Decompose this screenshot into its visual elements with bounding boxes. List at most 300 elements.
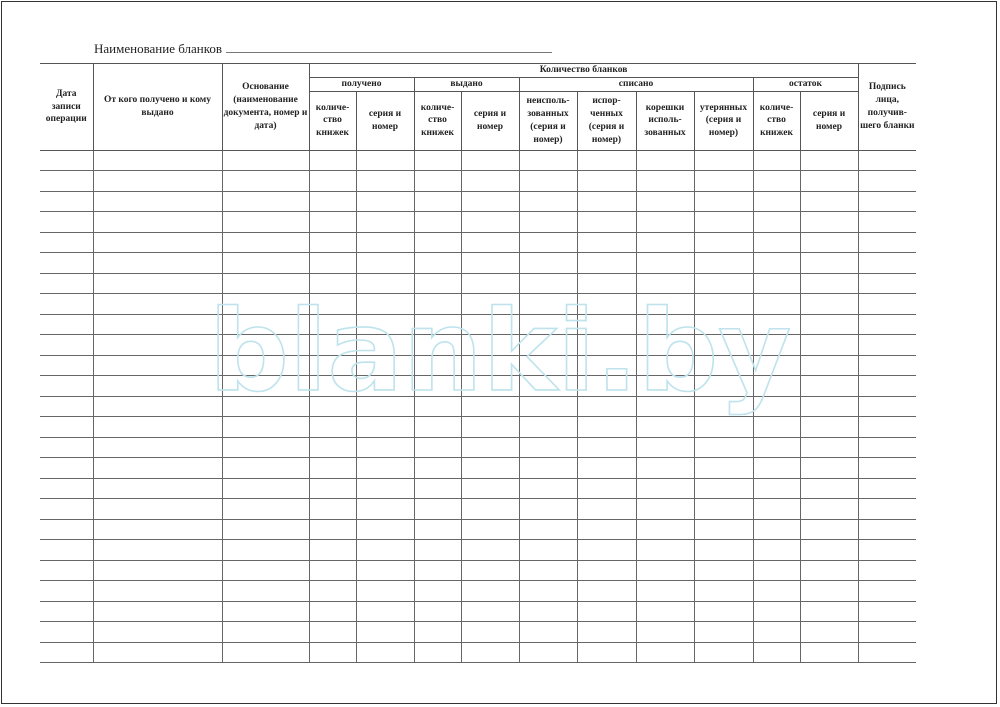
table-cell[interactable] — [356, 232, 414, 253]
table-cell[interactable] — [636, 273, 694, 294]
table-cell[interactable] — [309, 417, 356, 438]
table-cell[interactable] — [461, 396, 519, 417]
table-cell[interactable] — [93, 171, 222, 192]
table-cell[interactable] — [800, 355, 858, 376]
table-cell[interactable] — [222, 540, 309, 561]
table-cell[interactable] — [800, 376, 858, 397]
table-cell[interactable] — [636, 560, 694, 581]
table-cell[interactable] — [414, 601, 461, 622]
table-cell[interactable] — [519, 150, 577, 171]
table-cell[interactable] — [93, 355, 222, 376]
table-cell[interactable] — [93, 294, 222, 315]
table-cell[interactable] — [519, 581, 577, 602]
table-cell[interactable] — [636, 540, 694, 561]
table-cell[interactable] — [519, 396, 577, 417]
table-cell[interactable] — [694, 622, 753, 643]
table-cell[interactable] — [356, 314, 414, 335]
table-cell[interactable] — [753, 560, 800, 581]
table-cell[interactable] — [40, 376, 93, 397]
table-cell[interactable] — [356, 417, 414, 438]
table-cell[interactable] — [753, 376, 800, 397]
table-cell[interactable] — [800, 335, 858, 356]
table-cell[interactable] — [519, 437, 577, 458]
table-cell[interactable] — [694, 376, 753, 397]
table-cell[interactable] — [40, 499, 93, 520]
table-cell[interactable] — [577, 171, 636, 192]
table-cell[interactable] — [414, 294, 461, 315]
table-cell[interactable] — [694, 437, 753, 458]
table-cell[interactable] — [519, 540, 577, 561]
table-cell[interactable] — [577, 212, 636, 233]
table-cell[interactable] — [414, 314, 461, 335]
table-cell[interactable] — [694, 417, 753, 438]
table-cell[interactable] — [309, 376, 356, 397]
table-cell[interactable] — [577, 294, 636, 315]
table-cell[interactable] — [356, 253, 414, 274]
table-cell[interactable] — [858, 273, 916, 294]
table-cell[interactable] — [461, 314, 519, 335]
table-cell[interactable] — [93, 622, 222, 643]
table-cell[interactable] — [356, 499, 414, 520]
table-cell[interactable] — [694, 478, 753, 499]
table-cell[interactable] — [414, 355, 461, 376]
table-cell[interactable] — [577, 499, 636, 520]
table-cell[interactable] — [519, 314, 577, 335]
table-cell[interactable] — [40, 560, 93, 581]
table-cell[interactable] — [800, 232, 858, 253]
table-cell[interactable] — [356, 294, 414, 315]
table-cell[interactable] — [222, 396, 309, 417]
table-cell[interactable] — [800, 212, 858, 233]
table-cell[interactable] — [461, 519, 519, 540]
table-cell[interactable] — [309, 540, 356, 561]
table-cell[interactable] — [222, 437, 309, 458]
table-cell[interactable] — [356, 150, 414, 171]
table-cell[interactable] — [577, 478, 636, 499]
table-cell[interactable] — [694, 294, 753, 315]
table-cell[interactable] — [636, 314, 694, 335]
table-cell[interactable] — [40, 478, 93, 499]
table-cell[interactable] — [694, 581, 753, 602]
table-cell[interactable] — [461, 560, 519, 581]
table-cell[interactable] — [636, 622, 694, 643]
table-cell[interactable] — [800, 560, 858, 581]
table-cell[interactable] — [356, 335, 414, 356]
table-cell[interactable] — [461, 212, 519, 233]
table-cell[interactable] — [858, 396, 916, 417]
table-cell[interactable] — [519, 212, 577, 233]
table-cell[interactable] — [309, 396, 356, 417]
table-cell[interactable] — [461, 437, 519, 458]
table-cell[interactable] — [461, 478, 519, 499]
table-cell[interactable] — [461, 499, 519, 520]
table-cell[interactable] — [636, 417, 694, 438]
table-cell[interactable] — [577, 191, 636, 212]
table-cell[interactable] — [753, 642, 800, 663]
table-cell[interactable] — [519, 458, 577, 479]
table-cell[interactable] — [636, 212, 694, 233]
table-cell[interactable] — [519, 642, 577, 663]
table-cell[interactable] — [356, 212, 414, 233]
table-cell[interactable] — [309, 560, 356, 581]
table-cell[interactable] — [800, 396, 858, 417]
table-cell[interactable] — [636, 642, 694, 663]
table-cell[interactable] — [222, 642, 309, 663]
table-cell[interactable] — [222, 171, 309, 192]
table-cell[interactable] — [694, 560, 753, 581]
table-cell[interactable] — [577, 622, 636, 643]
table-cell[interactable] — [858, 191, 916, 212]
table-cell[interactable] — [800, 191, 858, 212]
table-cell[interactable] — [309, 273, 356, 294]
table-cell[interactable] — [40, 171, 93, 192]
table-cell[interactable] — [577, 253, 636, 274]
table-cell[interactable] — [222, 519, 309, 540]
table-cell[interactable] — [93, 437, 222, 458]
table-cell[interactable] — [694, 314, 753, 335]
table-cell[interactable] — [636, 232, 694, 253]
table-cell[interactable] — [93, 540, 222, 561]
table-cell[interactable] — [40, 273, 93, 294]
table-cell[interactable] — [753, 253, 800, 274]
table-cell[interactable] — [519, 294, 577, 315]
table-cell[interactable] — [40, 191, 93, 212]
table-cell[interactable] — [800, 171, 858, 192]
table-cell[interactable] — [577, 232, 636, 253]
table-cell[interactable] — [309, 499, 356, 520]
table-cell[interactable] — [577, 540, 636, 561]
table-cell[interactable] — [414, 581, 461, 602]
table-cell[interactable] — [636, 191, 694, 212]
table-cell[interactable] — [222, 478, 309, 499]
table-cell[interactable] — [753, 191, 800, 212]
table-cell[interactable] — [636, 355, 694, 376]
table-cell[interactable] — [222, 253, 309, 274]
table-cell[interactable] — [577, 355, 636, 376]
table-cell[interactable] — [753, 601, 800, 622]
table-cell[interactable] — [40, 458, 93, 479]
table-cell[interactable] — [40, 396, 93, 417]
table-cell[interactable] — [753, 212, 800, 233]
table-cell[interactable] — [636, 499, 694, 520]
table-cell[interactable] — [858, 417, 916, 438]
table-cell[interactable] — [461, 294, 519, 315]
table-cell[interactable] — [577, 417, 636, 438]
table-cell[interactable] — [519, 355, 577, 376]
table-cell[interactable] — [858, 499, 916, 520]
table-cell[interactable] — [40, 417, 93, 438]
table-cell[interactable] — [309, 581, 356, 602]
table-cell[interactable] — [461, 642, 519, 663]
table-cell[interactable] — [577, 396, 636, 417]
table-cell[interactable] — [800, 150, 858, 171]
table-cell[interactable] — [93, 642, 222, 663]
table-cell[interactable] — [636, 253, 694, 274]
table-cell[interactable] — [858, 335, 916, 356]
table-cell[interactable] — [858, 171, 916, 192]
table-cell[interactable] — [356, 355, 414, 376]
table-cell[interactable] — [414, 396, 461, 417]
table-cell[interactable] — [309, 232, 356, 253]
table-cell[interactable] — [356, 478, 414, 499]
table-cell[interactable] — [753, 622, 800, 643]
table-cell[interactable] — [858, 540, 916, 561]
table-cell[interactable] — [636, 171, 694, 192]
table-cell[interactable] — [519, 622, 577, 643]
table-cell[interactable] — [800, 253, 858, 274]
table-cell[interactable] — [694, 335, 753, 356]
table-cell[interactable] — [694, 232, 753, 253]
table-cell[interactable] — [93, 396, 222, 417]
table-cell[interactable] — [519, 499, 577, 520]
table-cell[interactable] — [40, 335, 93, 356]
table-cell[interactable] — [414, 232, 461, 253]
table-cell[interactable] — [93, 253, 222, 274]
table-cell[interactable] — [577, 642, 636, 663]
table-cell[interactable] — [753, 294, 800, 315]
table-cell[interactable] — [93, 335, 222, 356]
table-cell[interactable] — [461, 417, 519, 438]
table-cell[interactable] — [858, 212, 916, 233]
table-cell[interactable] — [800, 581, 858, 602]
table-cell[interactable] — [858, 622, 916, 643]
table-cell[interactable] — [222, 560, 309, 581]
table-cell[interactable] — [753, 335, 800, 356]
table-cell[interactable] — [858, 437, 916, 458]
table-cell[interactable] — [40, 581, 93, 602]
table-cell[interactable] — [858, 601, 916, 622]
table-cell[interactable] — [356, 171, 414, 192]
table-cell[interactable] — [753, 417, 800, 438]
table-cell[interactable] — [800, 622, 858, 643]
table-cell[interactable] — [414, 458, 461, 479]
table-cell[interactable] — [800, 478, 858, 499]
table-cell[interactable] — [40, 232, 93, 253]
table-cell[interactable] — [309, 191, 356, 212]
table-cell[interactable] — [93, 191, 222, 212]
table-cell[interactable] — [636, 150, 694, 171]
table-cell[interactable] — [414, 212, 461, 233]
table-cell[interactable] — [414, 560, 461, 581]
table-cell[interactable] — [93, 458, 222, 479]
table-cell[interactable] — [356, 519, 414, 540]
table-cell[interactable] — [753, 519, 800, 540]
table-cell[interactable] — [356, 540, 414, 561]
table-cell[interactable] — [309, 601, 356, 622]
table-cell[interactable] — [753, 458, 800, 479]
table-cell[interactable] — [356, 622, 414, 643]
table-cell[interactable] — [800, 314, 858, 335]
table-cell[interactable] — [414, 540, 461, 561]
table-cell[interactable] — [40, 519, 93, 540]
table-cell[interactable] — [694, 171, 753, 192]
table-cell[interactable] — [356, 191, 414, 212]
table-cell[interactable] — [461, 581, 519, 602]
table-cell[interactable] — [356, 273, 414, 294]
table-cell[interactable] — [519, 273, 577, 294]
table-cell[interactable] — [858, 642, 916, 663]
table-cell[interactable] — [577, 335, 636, 356]
table-cell[interactable] — [694, 355, 753, 376]
table-cell[interactable] — [753, 581, 800, 602]
table-cell[interactable] — [222, 212, 309, 233]
table-cell[interactable] — [800, 642, 858, 663]
table-cell[interactable] — [577, 314, 636, 335]
table-cell[interactable] — [519, 191, 577, 212]
table-cell[interactable] — [356, 376, 414, 397]
table-cell[interactable] — [577, 437, 636, 458]
table-cell[interactable] — [309, 458, 356, 479]
table-cell[interactable] — [309, 171, 356, 192]
table-cell[interactable] — [356, 601, 414, 622]
table-cell[interactable] — [636, 519, 694, 540]
table-cell[interactable] — [636, 396, 694, 417]
table-cell[interactable] — [636, 376, 694, 397]
table-cell[interactable] — [461, 355, 519, 376]
table-cell[interactable] — [694, 601, 753, 622]
table-cell[interactable] — [519, 253, 577, 274]
table-cell[interactable] — [222, 458, 309, 479]
table-cell[interactable] — [858, 376, 916, 397]
table-cell[interactable] — [461, 171, 519, 192]
table-cell[interactable] — [519, 560, 577, 581]
table-cell[interactable] — [461, 458, 519, 479]
table-cell[interactable] — [93, 232, 222, 253]
table-cell[interactable] — [414, 622, 461, 643]
table-cell[interactable] — [461, 622, 519, 643]
table-cell[interactable] — [414, 335, 461, 356]
table-cell[interactable] — [800, 601, 858, 622]
table-cell[interactable] — [694, 540, 753, 561]
table-cell[interactable] — [309, 622, 356, 643]
table-cell[interactable] — [222, 232, 309, 253]
table-cell[interactable] — [694, 458, 753, 479]
table-cell[interactable] — [40, 355, 93, 376]
table-cell[interactable] — [753, 396, 800, 417]
table-cell[interactable] — [222, 355, 309, 376]
table-cell[interactable] — [414, 273, 461, 294]
table-cell[interactable] — [694, 273, 753, 294]
table-cell[interactable] — [222, 314, 309, 335]
table-cell[interactable] — [636, 581, 694, 602]
table-cell[interactable] — [414, 150, 461, 171]
table-cell[interactable] — [461, 253, 519, 274]
table-cell[interactable] — [753, 437, 800, 458]
table-cell[interactable] — [858, 478, 916, 499]
table-cell[interactable] — [40, 622, 93, 643]
table-cell[interactable] — [858, 294, 916, 315]
table-cell[interactable] — [753, 355, 800, 376]
table-cell[interactable] — [577, 581, 636, 602]
table-cell[interactable] — [93, 560, 222, 581]
table-cell[interactable] — [694, 191, 753, 212]
table-cell[interactable] — [414, 499, 461, 520]
table-cell[interactable] — [577, 601, 636, 622]
table-cell[interactable] — [519, 335, 577, 356]
table-cell[interactable] — [461, 540, 519, 561]
table-cell[interactable] — [461, 232, 519, 253]
table-cell[interactable] — [93, 601, 222, 622]
table-cell[interactable] — [93, 273, 222, 294]
table-cell[interactable] — [414, 478, 461, 499]
table-cell[interactable] — [40, 437, 93, 458]
table-cell[interactable] — [858, 355, 916, 376]
table-cell[interactable] — [519, 376, 577, 397]
table-cell[interactable] — [40, 150, 93, 171]
table-cell[interactable] — [356, 396, 414, 417]
table-cell[interactable] — [93, 417, 222, 438]
table-cell[interactable] — [800, 499, 858, 520]
table-cell[interactable] — [222, 581, 309, 602]
table-cell[interactable] — [461, 191, 519, 212]
table-cell[interactable] — [309, 335, 356, 356]
table-cell[interactable] — [93, 212, 222, 233]
table-cell[interactable] — [519, 232, 577, 253]
table-cell[interactable] — [356, 560, 414, 581]
table-cell[interactable] — [309, 355, 356, 376]
table-cell[interactable] — [858, 314, 916, 335]
table-cell[interactable] — [222, 376, 309, 397]
table-cell[interactable] — [309, 519, 356, 540]
table-cell[interactable] — [309, 150, 356, 171]
table-cell[interactable] — [414, 437, 461, 458]
table-cell[interactable] — [577, 376, 636, 397]
table-cell[interactable] — [858, 232, 916, 253]
table-cell[interactable] — [753, 150, 800, 171]
table-cell[interactable] — [753, 540, 800, 561]
table-cell[interactable] — [753, 171, 800, 192]
table-cell[interactable] — [40, 642, 93, 663]
table-cell[interactable] — [40, 601, 93, 622]
table-cell[interactable] — [414, 417, 461, 438]
table-cell[interactable] — [309, 478, 356, 499]
table-cell[interactable] — [309, 294, 356, 315]
table-cell[interactable] — [800, 417, 858, 438]
table-cell[interactable] — [636, 335, 694, 356]
table-cell[interactable] — [309, 642, 356, 663]
table-cell[interactable] — [93, 499, 222, 520]
table-cell[interactable] — [519, 601, 577, 622]
table-cell[interactable] — [694, 519, 753, 540]
table-cell[interactable] — [40, 212, 93, 233]
table-cell[interactable] — [800, 540, 858, 561]
table-cell[interactable] — [577, 519, 636, 540]
table-cell[interactable] — [309, 212, 356, 233]
table-cell[interactable] — [414, 519, 461, 540]
table-cell[interactable] — [636, 437, 694, 458]
table-cell[interactable] — [309, 314, 356, 335]
table-cell[interactable] — [800, 437, 858, 458]
table-cell[interactable] — [753, 314, 800, 335]
table-cell[interactable] — [93, 376, 222, 397]
table-cell[interactable] — [694, 253, 753, 274]
table-cell[interactable] — [858, 560, 916, 581]
table-cell[interactable] — [414, 376, 461, 397]
table-cell[interactable] — [577, 560, 636, 581]
table-cell[interactable] — [636, 601, 694, 622]
table-cell[interactable] — [519, 519, 577, 540]
table-cell[interactable] — [40, 314, 93, 335]
table-cell[interactable] — [356, 581, 414, 602]
table-cell[interactable] — [93, 519, 222, 540]
table-cell[interactable] — [414, 191, 461, 212]
table-cell[interactable] — [577, 458, 636, 479]
table-cell[interactable] — [93, 314, 222, 335]
table-cell[interactable] — [694, 212, 753, 233]
table-cell[interactable] — [461, 335, 519, 356]
table-cell[interactable] — [636, 478, 694, 499]
table-cell[interactable] — [858, 150, 916, 171]
